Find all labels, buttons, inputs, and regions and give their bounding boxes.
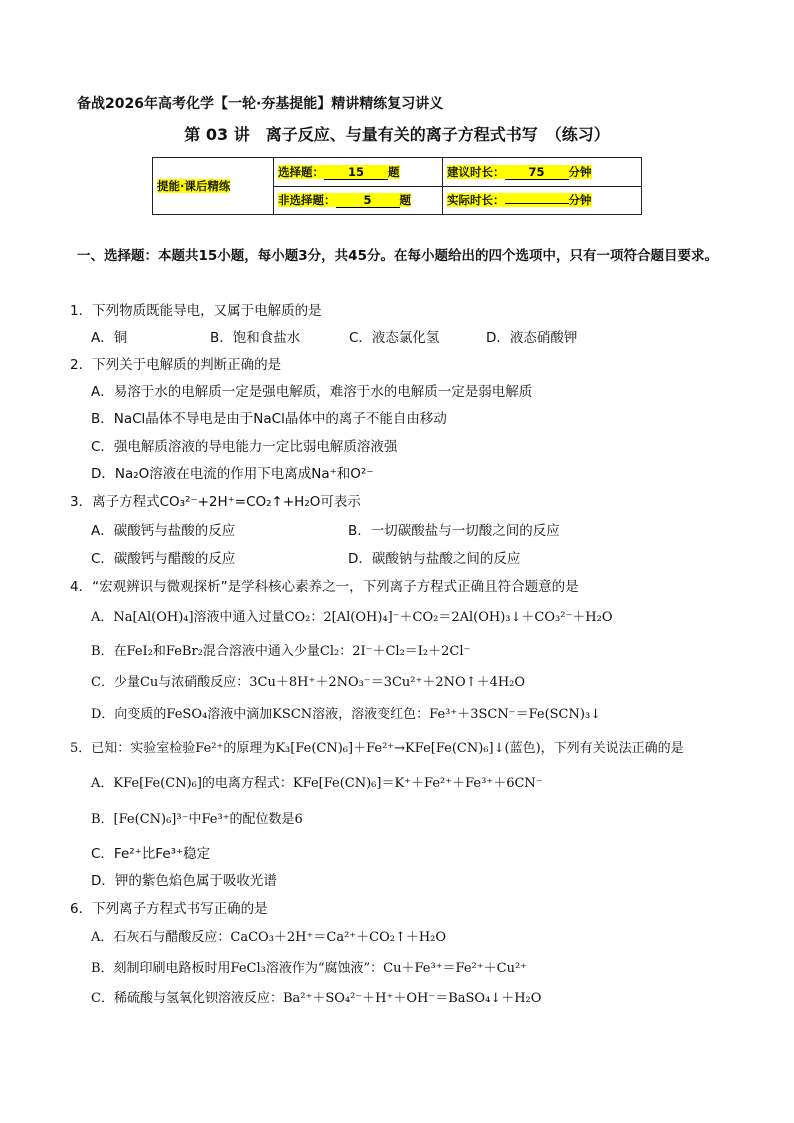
- info-label: 提能·课后精练: [157, 179, 231, 193]
- practice-info-table: [152, 157, 642, 215]
- choice-prefix: 选择题：: [278, 164, 324, 179]
- q3-option-b[interactable]: B．一切碳酸盐与一切酸之间的反应: [348, 523, 560, 539]
- nonchoice-count: 5: [336, 193, 400, 208]
- q5-option-b[interactable]: B．[Fe(CN)₆]³⁻中Fe³⁺的配位数是6: [91, 812, 303, 827]
- q1-option-c[interactable]: C．液态氯化氢: [349, 330, 440, 346]
- q3-option-a[interactable]: A．碳酸钙与盐酸的反应: [91, 523, 236, 539]
- q4-option-d[interactable]: D．向变质的FeSO₄溶液中滴加KSCN溶液，溶液变红色：Fe³⁺＋3SCN⁻＝Fe(SCN)₃↓: [91, 707, 602, 722]
- q5-option-a[interactable]: A．KFe[Fe(CN)₆]的电离方程式：KFe[Fe(CN)₆]＝K⁺＋Fe²⁺＋Fe³⁺＋6CN⁻: [91, 776, 543, 791]
- q2-option-a[interactable]: A．易溶于水的电解质一定是强电解质，难溶于水的电解质一定是弱电解质: [91, 384, 533, 400]
- q5-option-c[interactable]: C．Fe²⁺比Fe³⁺稳定: [91, 846, 211, 862]
- lecture-title: 第 03 讲 离子反应、与量有关的离子方程式书写 （练习）: [184, 125, 610, 144]
- actual-time-prefix: 实际时长：: [447, 193, 505, 208]
- q3-option-c[interactable]: C．碳酸钙与醋酸的反应: [91, 551, 236, 567]
- q5-stem: 5．已知：实验室检验Fe²⁺的原理为K₃[Fe(CN)₆]＋Fe²⁺→KFe[Fe(CN)₆]↓(蓝色)，下列有关说法正确的是: [70, 741, 684, 756]
- q6-option-c[interactable]: C．稀硫酸与氢氧化钡溶液反应：Ba²⁺＋SO₄²⁻＋H⁺＋OH⁻＝BaSO₄↓＋H₂O: [91, 991, 542, 1006]
- choice-count: 15: [324, 165, 388, 180]
- q1-option-b[interactable]: B．饱和食盐水: [210, 330, 301, 346]
- nonchoice-unit: 题: [399, 193, 411, 208]
- nonchoice-count-cell: [274, 186, 443, 215]
- actual-time-unit: 分钟: [568, 193, 592, 208]
- q2-stem: 2．下列关于电解质的判断正确的是: [70, 357, 282, 373]
- info-label-cell: [153, 158, 274, 215]
- actual-time-cell: [443, 186, 642, 215]
- q5-option-d[interactable]: D．钾的紫色焰色属于吸收光谱: [91, 873, 277, 889]
- suggest-time-prefix: 建议时长：: [447, 164, 505, 179]
- q6-stem: 6．下列离子方程式书写正确的是: [70, 901, 268, 917]
- q3-option-d[interactable]: D．碳酸钠与盐酸之间的反应: [348, 551, 521, 567]
- q4-option-b[interactable]: B．在FeI₂和FeBr₂混合溶液中通入少量Cl₂：2I⁻＋Cl₂＝I₂＋2Cl⁻: [91, 644, 471, 659]
- series-title: 备战2026年高考化学【一轮·夯基提能】精讲精练复习讲义: [77, 96, 444, 112]
- nonchoice-prefix: 非选择题：: [278, 193, 336, 208]
- q4-option-c[interactable]: C．少量Cu与浓硝酸反应：3Cu＋8H⁺＋2NO₃⁻＝3Cu²⁺＋2NO↑＋4H₂O: [91, 675, 526, 690]
- q4-option-a[interactable]: A．Na[Al(OH)₄]溶液中通入过量CO₂：2[Al(OH)₄]⁻＋CO₂＝2Al(OH)₃↓＋CO₃²⁻＋H₂O: [91, 610, 613, 625]
- actual-time-value[interactable]: [505, 203, 569, 204]
- q6-option-b[interactable]: B．刻制印刷电路板时用FeCl₃溶液作为“腐蚀液”：Cu＋Fe³⁺＝Fe²⁺＋Cu²⁺: [91, 961, 528, 976]
- q2-option-d[interactable]: D．Na₂O溶液在电流的作用下电离成Na⁺和O²⁻: [91, 466, 374, 482]
- choice-unit: 题: [388, 164, 400, 179]
- suggest-time-value: 75: [505, 165, 569, 180]
- section-heading: 一、选择题：本题共15小题，每小题3分，共45分。在每小题给出的四个选项中，只有一项符合题目要求。: [77, 248, 718, 264]
- suggest-time-cell: [443, 158, 642, 187]
- q4-stem: 4．“宏观辨识与微观探析”是学科核心素养之一，下列离子方程式正确且符合题意的是: [70, 579, 579, 595]
- q1-stem: 1．下列物质既能导电，又属于电解质的是: [70, 303, 322, 319]
- choice-count-cell: [274, 158, 443, 187]
- q1-option-a[interactable]: A．铜: [91, 330, 128, 346]
- suggest-time-unit: 分钟: [568, 164, 592, 179]
- q2-option-b[interactable]: B．NaCl晶体不导电是由于NaCl晶体中的离子不能自由移动: [91, 411, 447, 427]
- q2-option-c[interactable]: C．强电解质溶液的导电能力一定比弱电解质溶液强: [91, 439, 398, 455]
- q3-stem: 3．离子方程式CO₃²⁻+2H⁺=CO₂↑+H₂O可表示: [70, 494, 361, 510]
- q6-option-a[interactable]: A．石灰石与醋酸反应：CaCO₃＋2H⁺＝Ca²⁺＋CO₂↑＋H₂O: [91, 930, 447, 945]
- q1-option-d[interactable]: D．液态硝酸钾: [486, 330, 578, 346]
